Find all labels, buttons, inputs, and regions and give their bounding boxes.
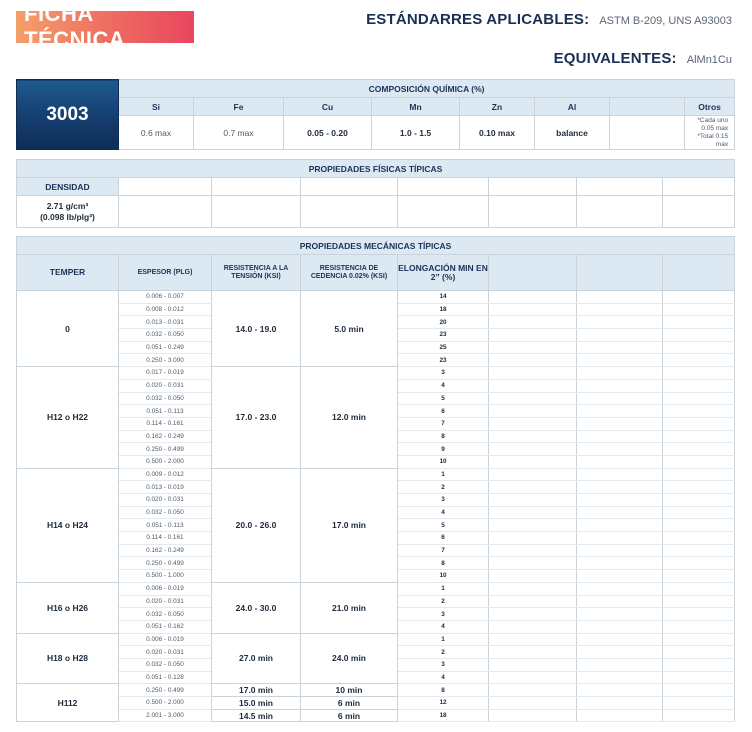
composition-title: COMPOSICIÓN QUÍMICA (%) bbox=[119, 80, 735, 98]
element-header-al: Al bbox=[535, 98, 610, 116]
thickness-cell: 0.051 - 0.162 bbox=[119, 620, 212, 633]
empty-cell bbox=[489, 697, 577, 710]
empty-cell bbox=[577, 379, 663, 392]
page-title: FICHA TÉCNICA bbox=[16, 11, 194, 43]
empty-cell bbox=[663, 417, 735, 430]
thickness-cell: 0.500 - 2.000 bbox=[119, 697, 212, 710]
elongation-cell: 5 bbox=[398, 519, 489, 532]
thickness-cell: 0.032 - 0.050 bbox=[119, 329, 212, 342]
empty-cell bbox=[489, 582, 577, 595]
empty-cell bbox=[577, 417, 663, 430]
elongation-cell: 23 bbox=[398, 329, 489, 342]
empty-cell bbox=[663, 481, 735, 494]
thickness-cell: 0.114 - 0.161 bbox=[119, 532, 212, 545]
phys-empty-header bbox=[301, 178, 398, 196]
thickness-cell: 0.017 - 0.019 bbox=[119, 367, 212, 380]
empty-cell bbox=[577, 595, 663, 608]
empty-cell bbox=[663, 658, 735, 671]
thickness-cell: 0.051 - 0.249 bbox=[119, 341, 212, 354]
empty-cell bbox=[663, 455, 735, 468]
yield-cell: 5.0 min bbox=[301, 291, 398, 367]
temper-cell: H112 bbox=[17, 684, 119, 722]
empty-cell bbox=[663, 697, 735, 710]
elongation-cell: 4 bbox=[398, 671, 489, 684]
elongation-cell: 1 bbox=[398, 468, 489, 481]
empty-cell bbox=[577, 544, 663, 557]
empty-cell bbox=[577, 519, 663, 532]
temper-cell: H18 o H28 bbox=[17, 633, 119, 684]
thickness-cell: 0.114 - 0.161 bbox=[119, 417, 212, 430]
empty-cell bbox=[489, 570, 577, 583]
elongation-cell: 5 bbox=[398, 392, 489, 405]
empty-cell bbox=[489, 646, 577, 659]
otros-note-each: *Cada uno 0.05 max bbox=[697, 116, 729, 132]
empty-cell bbox=[663, 430, 735, 443]
col-header-empty bbox=[577, 255, 663, 291]
table-row bbox=[17, 582, 735, 595]
temper-cell: 0 bbox=[17, 291, 119, 367]
thickness-cell: 0.020 - 0.031 bbox=[119, 646, 212, 659]
empty-cell bbox=[577, 329, 663, 342]
standards-line bbox=[366, 11, 732, 28]
empty-cell bbox=[489, 468, 577, 481]
empty-cell bbox=[489, 430, 577, 443]
yield-cell: 10 min bbox=[301, 684, 398, 697]
elongation-cell: 4 bbox=[398, 379, 489, 392]
tensile-cell: 14.0 - 19.0 bbox=[212, 291, 301, 367]
phys-empty-cell bbox=[577, 196, 663, 228]
empty-cell bbox=[663, 405, 735, 418]
empty-cell bbox=[577, 341, 663, 354]
empty-cell bbox=[489, 506, 577, 519]
element-header-otros: Otros bbox=[685, 98, 735, 116]
empty-cell bbox=[489, 595, 577, 608]
element-value-cu: 0.05 - 0.20 bbox=[284, 116, 372, 150]
thickness-cell: 0.009 - 0.012 bbox=[119, 468, 212, 481]
thickness-cell: 0.051 - 0.113 bbox=[119, 405, 212, 418]
phys-empty-header bbox=[212, 178, 301, 196]
empty-cell bbox=[663, 557, 735, 570]
tensile-cell: 17.0 min bbox=[212, 684, 301, 697]
empty-cell bbox=[663, 468, 735, 481]
thickness-cell: 0.051 - 0.128 bbox=[119, 671, 212, 684]
empty-cell bbox=[663, 494, 735, 507]
density-metric: 2.71 g/cm³ bbox=[46, 200, 89, 211]
elongation-cell: 3 bbox=[398, 367, 489, 380]
empty-cell bbox=[577, 608, 663, 621]
empty-cell bbox=[489, 544, 577, 557]
empty-cell bbox=[663, 316, 735, 329]
empty-cell bbox=[489, 443, 577, 456]
table-row bbox=[17, 697, 735, 710]
empty-cell bbox=[489, 379, 577, 392]
empty-cell bbox=[663, 354, 735, 367]
element-header-si: Si bbox=[119, 98, 194, 116]
thickness-cell: 2.001 - 3.000 bbox=[119, 709, 212, 722]
table-row bbox=[17, 684, 735, 697]
col-header-yield: RESISTENCIA DE CEDENCIA 0.02% (KSI) bbox=[301, 255, 398, 291]
empty-cell bbox=[577, 709, 663, 722]
mechanical-properties-table bbox=[16, 236, 735, 722]
phys-empty-cell bbox=[212, 196, 301, 228]
yield-cell: 21.0 min bbox=[301, 582, 398, 633]
elongation-cell: 2 bbox=[398, 595, 489, 608]
empty-cell bbox=[663, 341, 735, 354]
thickness-cell: 0.020 - 0.031 bbox=[119, 494, 212, 507]
yield-cell: 24.0 min bbox=[301, 633, 398, 684]
empty-cell bbox=[663, 633, 735, 646]
phys-empty-header bbox=[577, 178, 663, 196]
equivalents-value: AlMn1Cu bbox=[686, 54, 732, 66]
elongation-cell: 3 bbox=[398, 494, 489, 507]
thickness-cell: 0.006 - 0.019 bbox=[119, 633, 212, 646]
col-header-temper: TEMPER bbox=[17, 255, 119, 291]
empty-cell bbox=[489, 405, 577, 418]
thickness-cell: 0.032 - 0.050 bbox=[119, 392, 212, 405]
elongation-cell: 4 bbox=[398, 620, 489, 633]
empty-cell bbox=[577, 532, 663, 545]
table-row bbox=[17, 291, 735, 304]
empty-cell bbox=[489, 329, 577, 342]
tensile-cell: 14.5 min bbox=[212, 709, 301, 722]
empty-cell bbox=[577, 405, 663, 418]
empty-cell bbox=[663, 544, 735, 557]
thickness-cell: 0.006 - 0.019 bbox=[119, 582, 212, 595]
empty-cell bbox=[577, 316, 663, 329]
phys-empty-cell bbox=[489, 196, 577, 228]
empty-cell bbox=[489, 633, 577, 646]
empty-cell bbox=[577, 354, 663, 367]
element-header-fe: Fe bbox=[194, 98, 284, 116]
empty-cell bbox=[577, 303, 663, 316]
thickness-cell: 0.250 - 0.499 bbox=[119, 557, 212, 570]
empty-cell bbox=[577, 481, 663, 494]
empty-cell bbox=[663, 367, 735, 380]
tensile-cell: 17.0 - 23.0 bbox=[212, 367, 301, 469]
elongation-cell: 10 bbox=[398, 455, 489, 468]
elongation-cell: 8 bbox=[398, 430, 489, 443]
col-header-empty bbox=[489, 255, 577, 291]
yield-cell: 12.0 min bbox=[301, 367, 398, 469]
otros-note-total: *Total 0.15 max bbox=[697, 132, 729, 148]
elongation-cell: 6 bbox=[398, 532, 489, 545]
density-header: DENSIDAD bbox=[17, 178, 119, 196]
tensile-cell: 20.0 - 26.0 bbox=[212, 468, 301, 582]
empty-cell bbox=[663, 379, 735, 392]
empty-cell bbox=[489, 709, 577, 722]
empty-cell bbox=[577, 291, 663, 304]
element-header-empty bbox=[610, 98, 685, 116]
empty-cell bbox=[577, 506, 663, 519]
element-value-empty bbox=[610, 116, 685, 150]
elongation-cell: 2 bbox=[398, 646, 489, 659]
empty-cell bbox=[489, 303, 577, 316]
thickness-cell: 0.250 - 0.499 bbox=[119, 443, 212, 456]
empty-cell bbox=[663, 532, 735, 545]
empty-cell bbox=[663, 709, 735, 722]
elongation-cell: 14 bbox=[398, 291, 489, 304]
empty-cell bbox=[577, 633, 663, 646]
tensile-cell: 24.0 - 30.0 bbox=[212, 582, 301, 633]
empty-cell bbox=[663, 519, 735, 532]
thickness-cell: 0.162 - 0.249 bbox=[119, 430, 212, 443]
phys-empty-cell bbox=[119, 196, 212, 228]
elongation-cell: 12 bbox=[398, 697, 489, 710]
empty-cell bbox=[577, 443, 663, 456]
element-value-si: 0.6 max bbox=[119, 116, 194, 150]
empty-cell bbox=[663, 443, 735, 456]
thickness-cell: 0.020 - 0.031 bbox=[119, 379, 212, 392]
empty-cell bbox=[577, 570, 663, 583]
empty-cell bbox=[663, 646, 735, 659]
elongation-cell: 6 bbox=[398, 405, 489, 418]
empty-cell bbox=[663, 620, 735, 633]
empty-cell bbox=[489, 532, 577, 545]
tensile-cell: 27.0 min bbox=[212, 633, 301, 684]
temper-cell: H14 o H24 bbox=[17, 468, 119, 582]
density-value bbox=[17, 196, 119, 228]
elongation-cell: 3 bbox=[398, 608, 489, 621]
empty-cell bbox=[577, 455, 663, 468]
standards-value: ASTM B-209, UNS A93003 bbox=[599, 15, 732, 27]
empty-cell bbox=[577, 367, 663, 380]
elongation-cell: 4 bbox=[398, 506, 489, 519]
elongation-cell: 18 bbox=[398, 709, 489, 722]
standards-label: ESTÁNDARRES APLICABLES: bbox=[366, 11, 590, 28]
empty-cell bbox=[489, 354, 577, 367]
element-value-otros bbox=[685, 116, 735, 150]
yield-cell: 6 min bbox=[301, 709, 398, 722]
yield-cell: 17.0 min bbox=[301, 468, 398, 582]
empty-cell bbox=[663, 392, 735, 405]
empty-cell bbox=[663, 671, 735, 684]
temper-cell: H12 o H22 bbox=[17, 367, 119, 469]
empty-cell bbox=[489, 658, 577, 671]
elongation-cell: 1 bbox=[398, 633, 489, 646]
equivalents-line bbox=[554, 50, 732, 67]
phys-empty-header bbox=[489, 178, 577, 196]
empty-cell bbox=[489, 417, 577, 430]
element-header-mn: Mn bbox=[372, 98, 460, 116]
alloy-badge: 3003 bbox=[17, 80, 119, 150]
elongation-cell: 1 bbox=[398, 582, 489, 595]
empty-cell bbox=[577, 684, 663, 697]
thickness-cell: 0.250 - 0.499 bbox=[119, 684, 212, 697]
elongation-cell: 3 bbox=[398, 658, 489, 671]
elongation-cell: 20 bbox=[398, 316, 489, 329]
thickness-cell: 0.013 - 0.019 bbox=[119, 481, 212, 494]
tensile-cell: 15.0 min bbox=[212, 697, 301, 710]
thickness-cell: 0.032 - 0.050 bbox=[119, 608, 212, 621]
empty-cell bbox=[489, 557, 577, 570]
table-row bbox=[17, 468, 735, 481]
thickness-cell: 0.162 - 0.249 bbox=[119, 544, 212, 557]
empty-cell bbox=[577, 697, 663, 710]
element-value-zn: 0.10 max bbox=[460, 116, 535, 150]
density-imperial: (0.098 lb/plg³) bbox=[40, 211, 95, 222]
empty-cell bbox=[489, 481, 577, 494]
empty-cell bbox=[663, 303, 735, 316]
empty-cell bbox=[577, 468, 663, 481]
element-value-fe: 0.7 max bbox=[194, 116, 284, 150]
elongation-cell: 18 bbox=[398, 303, 489, 316]
empty-cell bbox=[489, 519, 577, 532]
physical-title: PROPIEDADES FÍSICAS TÍPICAS bbox=[17, 160, 735, 178]
empty-cell bbox=[663, 684, 735, 697]
elongation-cell: 25 bbox=[398, 341, 489, 354]
thickness-cell: 0.500 - 1.000 bbox=[119, 570, 212, 583]
empty-cell bbox=[577, 392, 663, 405]
thickness-cell: 0.250 - 3.000 bbox=[119, 354, 212, 367]
thickness-cell: 0.500 - 2.000 bbox=[119, 455, 212, 468]
empty-cell bbox=[663, 506, 735, 519]
element-header-zn: Zn bbox=[460, 98, 535, 116]
phys-empty-cell bbox=[398, 196, 489, 228]
empty-cell bbox=[489, 392, 577, 405]
element-value-mn: 1.0 - 1.5 bbox=[372, 116, 460, 150]
thickness-cell: 0.032 - 0.050 bbox=[119, 658, 212, 671]
empty-cell bbox=[663, 291, 735, 304]
elongation-cell: 8 bbox=[398, 557, 489, 570]
equivalents-label: EQUIVALENTES: bbox=[553, 50, 677, 67]
mechanical-body bbox=[17, 291, 735, 722]
mechanical-title: PROPIEDADES MECÁNICAS TÍPICAS bbox=[17, 237, 735, 255]
empty-cell bbox=[577, 582, 663, 595]
col-header-elongation: ELONGACIÓN MIN EN 2” (%) bbox=[398, 255, 489, 291]
empty-cell bbox=[489, 608, 577, 621]
empty-cell bbox=[577, 557, 663, 570]
phys-empty-header bbox=[398, 178, 489, 196]
thickness-cell: 0.013 - 0.031 bbox=[119, 316, 212, 329]
empty-cell bbox=[489, 291, 577, 304]
table-row bbox=[17, 709, 735, 722]
phys-empty-cell bbox=[301, 196, 398, 228]
empty-cell bbox=[577, 671, 663, 684]
temper-cell: H16 o H26 bbox=[17, 582, 119, 633]
empty-cell bbox=[663, 570, 735, 583]
yield-cell: 6 min bbox=[301, 697, 398, 710]
empty-cell bbox=[489, 455, 577, 468]
empty-cell bbox=[489, 316, 577, 329]
phys-empty-header bbox=[663, 178, 735, 196]
empty-cell bbox=[577, 430, 663, 443]
table-row bbox=[17, 633, 735, 646]
phys-empty-header bbox=[119, 178, 212, 196]
col-header-empty bbox=[663, 255, 735, 291]
thickness-cell: 0.051 - 0.113 bbox=[119, 519, 212, 532]
empty-cell bbox=[577, 658, 663, 671]
elongation-cell: 8 bbox=[398, 684, 489, 697]
empty-cell bbox=[577, 646, 663, 659]
col-header-tensile: RESISTENCIA A LA TENSIÓN (KSI) bbox=[212, 255, 301, 291]
phys-empty-cell bbox=[663, 196, 735, 228]
thickness-cell: 0.006 - 0.007 bbox=[119, 291, 212, 304]
elongation-cell: 10 bbox=[398, 570, 489, 583]
empty-cell bbox=[663, 608, 735, 621]
elongation-cell: 23 bbox=[398, 354, 489, 367]
thickness-cell: 0.008 - 0.012 bbox=[119, 303, 212, 316]
thickness-cell: 0.020 - 0.031 bbox=[119, 595, 212, 608]
empty-cell bbox=[489, 671, 577, 684]
elongation-cell: 7 bbox=[398, 544, 489, 557]
element-header-cu: Cu bbox=[284, 98, 372, 116]
empty-cell bbox=[577, 620, 663, 633]
physical-properties-table bbox=[16, 159, 735, 228]
empty-cell bbox=[489, 494, 577, 507]
empty-cell bbox=[489, 367, 577, 380]
elongation-cell: 2 bbox=[398, 481, 489, 494]
thickness-cell: 0.032 - 0.050 bbox=[119, 506, 212, 519]
empty-cell bbox=[663, 582, 735, 595]
elongation-cell: 7 bbox=[398, 417, 489, 430]
element-value-al: balance bbox=[535, 116, 610, 150]
empty-cell bbox=[663, 595, 735, 608]
empty-cell bbox=[663, 329, 735, 342]
col-header-thickness: ESPESOR (PLG) bbox=[119, 255, 212, 291]
empty-cell bbox=[489, 684, 577, 697]
empty-cell bbox=[489, 341, 577, 354]
empty-cell bbox=[577, 494, 663, 507]
elongation-cell: 9 bbox=[398, 443, 489, 456]
empty-cell bbox=[489, 620, 577, 633]
table-row bbox=[17, 367, 735, 380]
composition-table bbox=[16, 79, 735, 150]
